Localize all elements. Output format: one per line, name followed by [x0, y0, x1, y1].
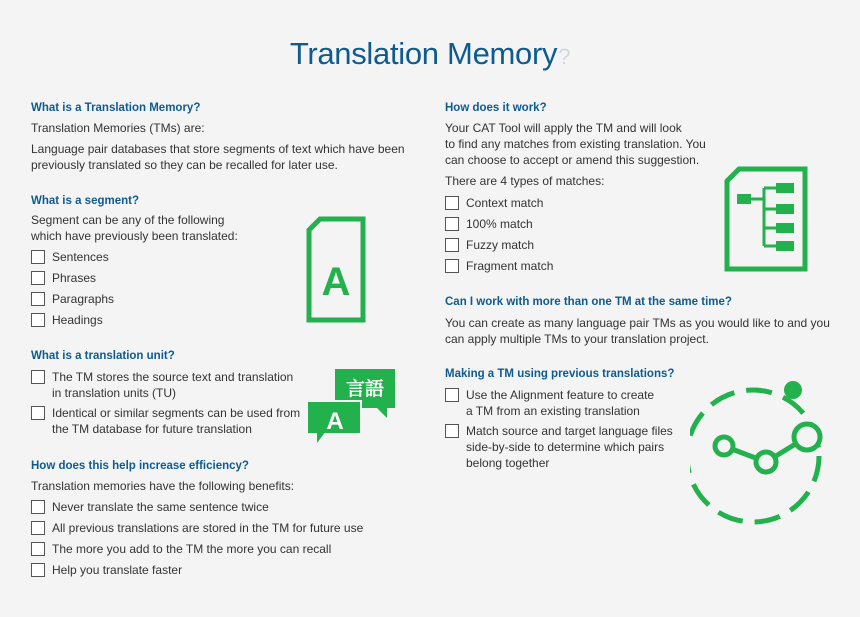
checklist-item — [445, 387, 654, 419]
section-heading: What is a segment? — [31, 195, 139, 207]
checkbox-label: Use the Alignment feature to create a TM from an existing translation — [466, 388, 655, 418]
checkbox[interactable] — [31, 500, 45, 514]
checkbox-label: Match source and target language files side-by-side to determine which pairs belong together — [466, 424, 673, 470]
checklist-item — [445, 423, 673, 471]
section-multiple-tms — [445, 294, 835, 346]
section-what-is-tm — [31, 100, 411, 172]
checkbox[interactable] — [445, 196, 459, 210]
checkbox-label: Sentences — [52, 250, 109, 264]
checklist-item — [445, 216, 533, 232]
cjk-text: 言語 — [345, 378, 385, 400]
section-heading: How does it work? — [445, 102, 547, 114]
checkbox[interactable] — [31, 250, 45, 264]
checkbox[interactable] — [445, 238, 459, 252]
checklist-item — [31, 562, 182, 578]
checklist-item — [31, 369, 293, 401]
section-text: Language pair databases that store segments of text which have been previously translated so they can be recalled for later use. — [31, 142, 405, 172]
checkbox[interactable] — [31, 271, 45, 285]
checkbox-label: Fuzzy match — [466, 238, 535, 252]
section-text: Your CAT Tool will apply the TM and will look to find any matches from existing translation. You can choose to accept or amend this suggestion. — [445, 121, 706, 167]
checkbox[interactable] — [31, 406, 45, 420]
checkbox-label: Fragment match — [466, 259, 554, 273]
checklist-item — [31, 405, 300, 437]
document-letter-icon — [305, 216, 367, 324]
checklist-item — [445, 195, 543, 211]
section-text: You can create as many language pair TMs as you would like to and you can apply multiple TMs to your translation project. — [445, 316, 830, 346]
checkbox[interactable] — [31, 313, 45, 327]
checkbox[interactable] — [31, 542, 45, 556]
checklist-item — [31, 499, 269, 515]
checkbox[interactable] — [445, 424, 459, 438]
tree-document-icon — [724, 166, 808, 272]
checkbox-label: All previous translations are stored in the TM for future use — [52, 521, 364, 535]
checklist-item — [31, 291, 114, 307]
checkbox[interactable] — [31, 563, 45, 577]
checklist-item — [31, 249, 109, 265]
bubble-letter: A — [326, 408, 344, 435]
checkbox-label: The more you add to the TM the more you can recall — [52, 542, 332, 556]
page-title — [0, 36, 860, 72]
section-text: There are 4 types of matches: — [445, 174, 605, 188]
checklist-item — [445, 237, 534, 253]
checkbox-label: Headings — [52, 313, 103, 327]
checkbox-label: 100% match — [466, 217, 533, 231]
checkbox-label: The TM stores the source text and translation in translation units (TU) — [52, 370, 294, 400]
checkbox-label: Context match — [466, 196, 544, 210]
checkbox[interactable] — [445, 388, 459, 402]
checkbox-label: Help you translate faster — [52, 563, 183, 577]
checklist-item — [31, 270, 96, 286]
document-letter: A — [321, 260, 351, 304]
section-text: Translation memories have the following benefits: — [31, 479, 295, 493]
checklist-item — [445, 258, 553, 274]
checkbox[interactable] — [31, 370, 45, 384]
section-heading: What is a translation unit? — [31, 350, 175, 362]
section-heading: Can I work with more than one TM at the same time? — [445, 296, 732, 308]
checkbox-label: Paragraphs — [52, 292, 115, 306]
section-heading: How does this help increase efficiency? — [31, 460, 249, 472]
checklist-item — [31, 520, 363, 536]
page-title-text: Translation Memory — [289, 36, 558, 71]
checkbox[interactable] — [31, 521, 45, 535]
section-how-does-it-work — [445, 100, 835, 273]
checkbox-label: Identical or similar segments can be used from the TM database for future translation — [52, 406, 301, 436]
title-question-mark: ? — [558, 44, 571, 69]
section-heading: Making a TM using previous translations? — [445, 368, 675, 380]
checkbox-label: Never translate the same sentence twice — [52, 500, 269, 514]
alignment-network-icon — [690, 376, 840, 526]
section-text: Translation Memories (TMs) are: — [31, 121, 205, 135]
section-what-is-segment — [31, 193, 411, 327]
checkbox-label: Phrases — [52, 271, 97, 285]
checklist-item — [31, 541, 331, 557]
section-text: Segment can be any of the following which have previously been translated: — [31, 213, 238, 243]
translation-bubbles-icon — [305, 368, 397, 450]
checkbox[interactable] — [445, 217, 459, 231]
section-efficiency — [31, 458, 411, 577]
section-heading: What is a Translation Memory? — [31, 102, 201, 114]
checklist-item — [31, 312, 103, 328]
checkbox[interactable] — [31, 292, 45, 306]
checkbox[interactable] — [445, 259, 459, 273]
